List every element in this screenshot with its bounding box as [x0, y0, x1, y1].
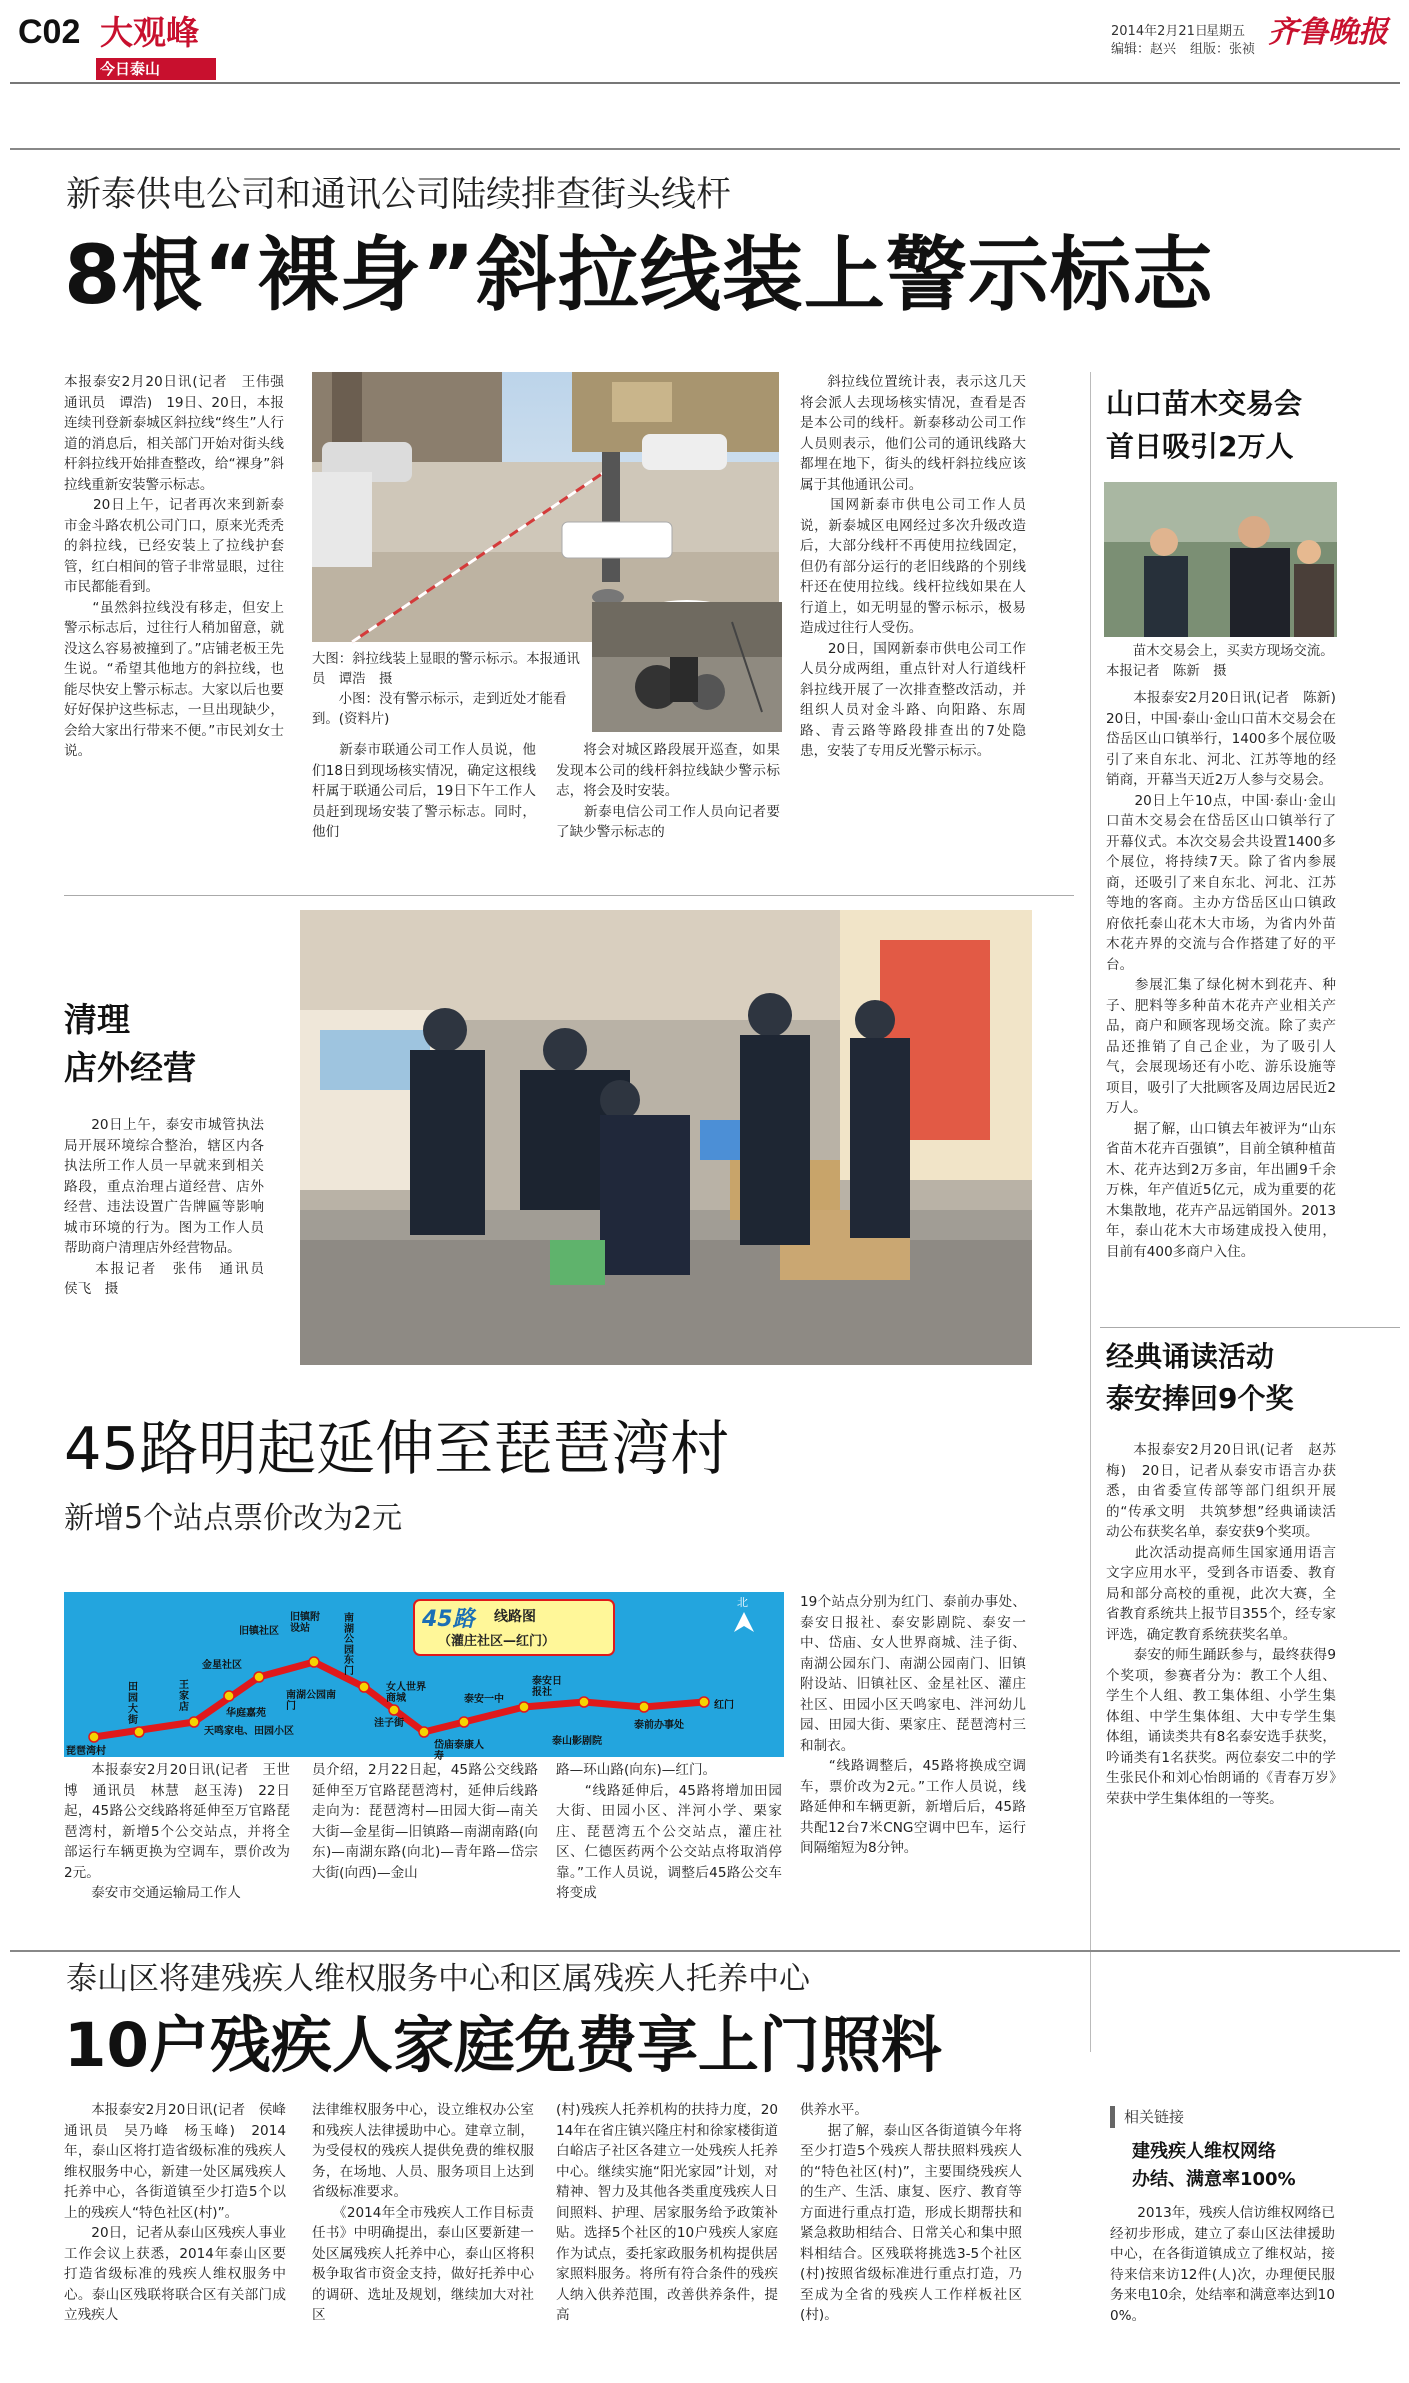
article1-col3: 将会对城区路段展开巡查，如果发现本公司的线杆斜拉线缺少警示标志，将会及时安装。 新泰电信公司工作人员向记者要了缺少警示标志的	[556, 742, 780, 840]
article2-body: 20日上午，泰安市城管执法局开展环境综合整治，辖区内各执法所工作人员一早就来到相关路段，重点治理占道经营、店外经营、违法设置广告牌匾等影响城市环境的行为。图为工作人员帮助商户清理店外经营物品。 本报记者 张伟 通讯员 侯飞 摄	[64, 1117, 264, 1297]
header-rule-2	[10, 148, 1400, 150]
article2-photo	[300, 910, 1032, 1365]
article1-col4: 斜拉线位置统计表，表示这几天将会派人去现场核实情况，查看是否是本公司的线杆。新泰移动公司工作人员则表示，他们公司的通讯线路大都埋在地下，街头的线杆斜拉线应该属于其他通讯公司。 国网新泰市供电公司工作人员说，新泰城区电网经过多次升级改造后，大部分线杆不再使用拉线固定，但仍有部分运行的老旧线路的个别线杆还在使用拉线。线杆拉线如果在人行道上，如无明显的警示标示，极易造成过往行人受伤。 20日，国网新泰市供电公司工作人员分成两组，重点针对人行道线杆斜拉线开展了一次排查整改活动，并组织人员对金斗路、向阳路、东周路、青云路等路段排查出的7处隐患，安装了专用反光警示标示。	[800, 374, 1026, 759]
stop-taiqian: 泰前办事处	[634, 1720, 684, 1731]
stop-ribaoshe: 泰安日报社	[532, 1676, 562, 1698]
article4-col1: 本报泰安2月20日讯(记者 侯峰 通讯员 吴乃峰 杨玉峰) 2014年，泰山区将打造省级标准的残疾人维权服务中心，新建一处区属残疾人托养中心，各街道镇至少打造5个以上的残疾人“特色社区(村)”。 20日，记者从泰山区残疾人事业工作会议上获悉，2014年泰山区要打造省级标准的残疾人维权服务中心。泰山区残联将联合区有关部门成立残疾人	[64, 2102, 286, 2323]
related-links-bar	[1110, 2106, 1115, 2128]
sidebar1-title-line1: 山口苗木交易会	[1106, 387, 1303, 420]
article4-headline: 10户残疾人家庭免费享上门照料	[64, 2010, 942, 2081]
layout-credit: 组版：张祯	[1190, 42, 1256, 57]
related-links-title-line1: 建残疾人维权网络	[1132, 2141, 1276, 2162]
related-links-body: 2013年，残疾人信访维权网络已经初步形成，建立了泰山区法律援助中心，在各街道镇成立了维权站，接待来信来访12件(人)次，办理便民服务来电10余，处结率和满意率达到100%。	[1110, 2205, 1335, 2324]
issue-weekday: 星期五	[1206, 24, 1246, 39]
issue-date: 2014年2月21日	[1111, 24, 1208, 39]
stop-jiuzhen-fushe: 旧镇附设站	[290, 1612, 320, 1634]
article2-top-rule	[64, 895, 1074, 896]
article2-title-line1: 清理	[64, 1000, 130, 1039]
stop-wangjiadian: 王家店	[179, 1680, 189, 1713]
north-indicator: 北	[737, 1596, 748, 1609]
stop-daimiao: 岱庙泰康人寿	[434, 1740, 484, 1762]
article1-headline: 8根“裸身”斜拉线装上警示标志	[64, 229, 1214, 323]
article3-col4: 19个站点分别为红门、泰前办事处、泰安日报社、泰安影剧院、泰安一中、岱庙、女人世界商城、洼子街、南湖公园东门、南湖公园南门、旧镇附设站、旧镇社区、金星社区、灌庄社区、田园小区天鸣家电、泮河幼儿园、田园大街、栗家庄、琵琶湾村三和制衣。 “线路调整后，45路将换成空调车，票价改为2元。”工作人员说，线路延伸和车辆更新，新增后后，45路共配12台7米CNG空调中巴车，运行间隔缩短为8分钟。	[800, 1594, 1026, 1856]
sidebar1-body: 本报泰安2月20日讯(记者 陈新) 20日，中国·泰山·金山口苗木交易会在岱岳区山口镇举行，1400多个展位吸引了来自东北、河北、江苏等地的经销商，开幕当天近2万人参与交易会。 20日上午10点，中国·泰山·金山口苗木交易会在岱岳区山口镇举行了开幕仪式。本次交易会共设置1400多个展位，将持续7天。除了省内参展商，还吸引了来自东北、河北、江苏等地的客商。主办方岱岳区山口镇政府依托泰山花木大市场，为省内外苗木花卉界的交流与合作搭建了好的平台。 参展汇集了绿化树木到花卉、种子、肥料等多种苗木花卉产业相关产品，商户和顾客现场交流。除了卖产品还推销了自己企业，为了吸引人气，会展现场还有小吃、游乐设施等项目，吸引了大批顾客及周边居民近2万人。 据了解，山口镇去年被评为“山东省苗木花卉百强镇”，目前全镇种植苗木、花卉达到2万多亩，年出圃9千余万株，年产值近5亿元，成为重要的花木集散地，花卉产品远销国外。2013年，泰山花木大市场建成投入使用，目前有400多商户入住。	[1106, 690, 1336, 1260]
stop-taian-yizhong: 泰安一中	[464, 1694, 504, 1705]
article1-inset-photo	[590, 600, 784, 734]
article3-col3: 路—环山路(向东)—红门。 “线路延伸后，45路将增加田园大街、田园小区、泮河小学、栗家庄、琵琶湾五个公交站点，灌庄社区、仁德医药两个公交站点将取消停靠。”工作人员说，调整后45路公交车将变成	[556, 1762, 782, 1901]
stop-hongmen: 红门	[714, 1700, 734, 1711]
article4-col3: (村)残疾人托养机构的扶持力度，2014年在省庄镇兴隆庄村和徐家楼街道白峪店子社区各建立一处残疾人托养中心。继续实施“阳光家园”计划，对精神、智力及其他各类重度残疾人日间照料、护理、居家服务给予政策补贴。选择5个社区的10户残疾人家庭作为试点，委托家政服务机构提供居家照料服务。将所有符合条件的残疾人纳入供养范围，改善供养条件，提高	[556, 2102, 778, 2323]
stop-pipawan: 琵琶湾村	[66, 1746, 106, 1757]
sidebar1-caption: 苗木交易会上，买卖方现场交流。 本报记者 陈新 摄	[1106, 644, 1341, 679]
stop-jiuzhen: 旧镇社区	[239, 1626, 279, 1637]
sidebar2-title-line2: 泰安捧回9个奖	[1106, 1382, 1294, 1415]
stop-wazijie: 洼子街	[374, 1718, 404, 1729]
section-name: 大观峰	[100, 13, 199, 52]
sidebar2-body: 本报泰安2月20日讯(记者 赵苏梅) 20日，记者从泰安市语言办获悉，由省委宣传部等部门组织开展的“传承文明 共筑梦想”经典诵读活动公布获奖名单，泰安获9个奖项。 此次活动提高师生国家通用语言文字应用水平，受到各市语委、教育局和部分高校的重视，此次大赛，全省教育系统共上报节目355个，经专家评选，确定教育系统获奖名单。 泰安的师生踊跃参与，最终获得9个奖项，参赛者分为：教工个人组、学生个人组、教工集体组、小学生集体组、中学生集体组、大中专学生集体组，诵读类共有8名泰安选手获奖，吟诵类有1名获奖。两位泰安二中的学生张民仆和刘心怡朗诵的《青春万岁》荣获中学生集体组的一等奖。	[1106, 1442, 1336, 1807]
stop-tianyuan-dajie: 田园大街	[128, 1682, 138, 1726]
article1-caption: 大图：斜拉线装上显眼的警示标示。本报通讯员 谭浩 摄 小图：没有警示标示，走到近处才能看到。(资料片)	[312, 652, 580, 727]
related-links-label: 相关链接	[1124, 2108, 1185, 2126]
article1-kicker: 新泰供电公司和通讯公司陆续排查街头线杆	[66, 175, 732, 215]
stop-nanhu-dongmen: 南湖公园东门	[344, 1613, 354, 1677]
route-subtitle: （灌庄社区—红门）	[438, 1634, 556, 1649]
editor-credit: 编辑：赵兴	[1111, 42, 1177, 57]
article4-kicker: 泰山区将建残疾人维权服务中心和区属残疾人托养中心	[66, 1961, 810, 1997]
route-title: 线路图	[494, 1609, 536, 1625]
stop-jinxing: 金星社区	[202, 1660, 242, 1671]
sidebar1-photo	[1104, 482, 1337, 637]
article4-col2: 法律维权服务中心，设立维权办公室和残疾人法律援助中心。建章立制，为受侵权的残疾人提供免费的维权服务，在场地、人员、服务项目上达到省级标准要求。 《2014年全市残疾人工作目标责任书》中明确提出，泰山区要新建一处区属残疾人托养中心，泰山区将积极争取省市资金支持，做好托养中心的调研、选址及规划，继续加大对社区	[312, 2102, 534, 2323]
article2-title-line2: 店外经营	[64, 1048, 196, 1087]
right-column-rule	[1090, 372, 1091, 2052]
route-map	[64, 1592, 784, 1762]
stop-huating: 华庭嘉苑	[226, 1708, 266, 1719]
subsection-name: 今日泰山	[100, 60, 161, 78]
stop-tianming: 天鸣家电、田园小区	[204, 1726, 294, 1737]
page-code: C02	[18, 13, 81, 51]
sidebar2-title-line1: 经典诵读活动	[1106, 1340, 1275, 1373]
related-links-box	[1110, 2100, 1400, 2380]
article4-col4: 供养水平。 据了解，泰山区各街道镇今年将至少打造5个残疾人帮扶照料残疾人的“特色社区(村)”，主要围绕残疾人的生产、生活、康复、医疗、教育等方面进行重点打造，形成长期帮扶和紧急救助相结合、日常关心和集中照料相结合。区残联将挑选3-5个社区(村)按照省级标准进行重点打造，乃至成为全省的残疾人工作样板社区(村)。	[800, 2102, 1022, 2323]
page-header	[0, 0, 1409, 80]
stop-yingjuyuan: 泰山影剧院	[552, 1736, 602, 1747]
paper-logo: 齐鲁晚报	[1268, 15, 1388, 50]
article1-col2: 新泰市联通公司工作人员说，他们18日到现场核实情况，确定这根线杆属于联通公司后，19日下午工作人员赶到现场安装了警示标志。同时，他们	[312, 742, 536, 840]
sidebar1-title-line2: 首日吸引2万人	[1106, 430, 1294, 463]
article3-headline: 45路明起延伸至琵琶湾村	[64, 1414, 730, 1483]
article3-col1: 本报泰安2月20日讯(记者 王世博 通讯员 林慧 赵玉涛) 22日起，45路公交线路将延伸至万官路琵琶湾村，新增5个公交站点，并将全部运行车辆更换为空调车，票价改为2元。 泰安市交通运输局工作人	[64, 1762, 290, 1901]
related-links-title-line2: 办结、满意率100%	[1132, 2169, 1296, 2190]
article4-top-rule	[10, 1950, 1400, 1952]
article3-subhead: 新增5个站点票价改为2元	[64, 1501, 403, 1536]
sidebar2-top-rule	[1100, 1327, 1400, 1328]
stop-nvren-shijie: 女人世界商城	[386, 1682, 426, 1704]
article1-col1: 本报泰安2月20日讯(记者 王伟强 通讯员 谭浩) 19日、20日，本报连续刊登新泰城区斜拉线“终生”人行道的消息后，相关部门开始对街头线杆斜拉线开始排查整改，给“裸身”斜拉线重新安装警示标志。 20日上午，记者再次来到新泰市金斗路农机公司门口，原来光秃秃的斜拉线，已经安装上了拉线护套管，红白相间的管子非常显眼，过往市民都能看到。 “虽然斜拉线没有移走，但安上警示标志后，过往行人稍加留意，就没这么容易被撞到了。”店铺老板王先生说。“希望其他地方的斜拉线，也能尽快安上警示标志。大家以后也要好好保护这些标志，一旦出现缺少，会给大家出行带来不便。”市民刘女士说。	[64, 374, 284, 759]
stop-nanhu-nanmen: 南湖公园南门	[286, 1690, 336, 1712]
article3-col2: 员介绍，2月22日起，45路公交线路延伸至万官路琵琶湾村，延伸后线路走向为：琵琶湾村—田园大街—南关大街—金星街—旧镇路—南湖南路(向东)—南湖东路(向北)—青年路—岱宗大街(向西)—金山	[312, 1762, 538, 1881]
route-number: 45路	[422, 1607, 475, 1632]
header-rule-1	[10, 82, 1400, 84]
